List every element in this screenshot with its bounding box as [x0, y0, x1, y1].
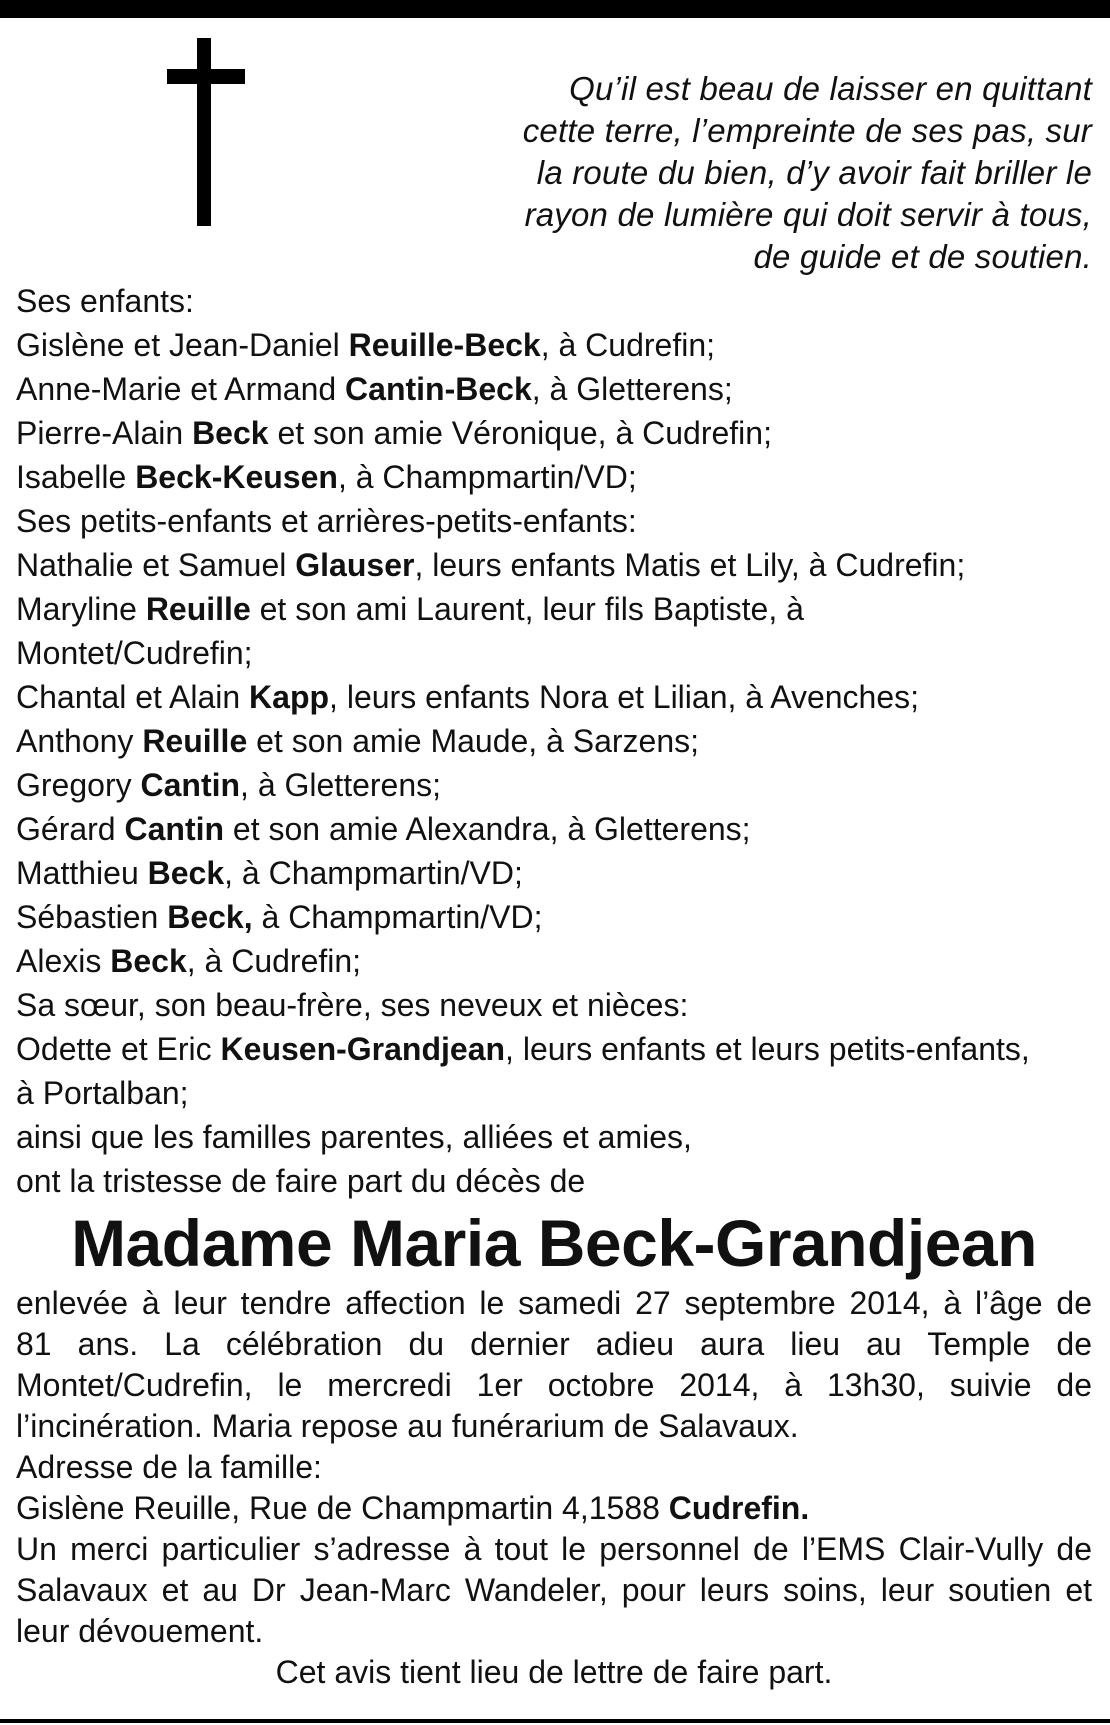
- surname: Beck: [110, 943, 187, 979]
- children-heading: Ses enfants:: [16, 283, 194, 319]
- details-line: 81 ans. La célébration du dernier adieu aura lieu au Temple de: [16, 1326, 1092, 1362]
- surname: Kapp: [249, 679, 330, 715]
- closing-line: ainsi que les familles parentes, alliées et amies,: [16, 1119, 692, 1155]
- memorial-quote: [452, 68, 1092, 278]
- surname: Beck,: [167, 899, 253, 935]
- address-heading: Adresse de la famille:: [16, 1449, 322, 1485]
- address-city: Cudrefin.: [668, 1490, 810, 1526]
- family-line: Anne-Marie et Armand Cantin-Beck, à Gletterens;: [16, 371, 733, 407]
- quote-line: la route du bien, d’y avoir fait briller le: [536, 154, 1092, 191]
- address-line: Gislène Reuille, Rue de Champmartin 4,1588 Cudrefin.: [16, 1490, 810, 1526]
- details-line: Montet/Cudrefin, le mercredi 1er octobre 2014, à 13h30, suivie de: [16, 1367, 1092, 1403]
- quote-line: de guide et de soutien.: [753, 238, 1092, 275]
- cross-vertical-bar: [197, 38, 211, 226]
- quote-line: cette terre, l’empreinte de ses pas, sur: [522, 112, 1092, 149]
- footer-note: [16, 1652, 1092, 1693]
- quote-line: rayon de lumière qui doit servir à tous,: [524, 196, 1092, 233]
- death-details: [16, 1283, 1092, 1447]
- family-line: Gérard Cantin et son amie Alexandra, à Gletterens;: [16, 811, 751, 847]
- family-line: Isabelle Beck-Keusen, à Champmartin/VD;: [16, 459, 637, 495]
- family-line: Nathalie et Samuel Glauser, leurs enfants Matis et Lily, à Cudrefin;: [16, 547, 966, 583]
- closing-line: ont la tristesse de faire part du décès de: [16, 1163, 586, 1199]
- family-line: Sébastien Beck, à Champmartin/VD;: [16, 899, 543, 935]
- thanks-line: leur dévouement.: [16, 1613, 264, 1649]
- thanks-line: Salavaux et au Dr Jean-Marc Wandeler, pour leurs soins, leur soutien et: [16, 1572, 1092, 1608]
- footer-text: Cet avis tient lieu de lettre de faire part.: [275, 1654, 833, 1690]
- surname: Beck-Keusen: [135, 459, 338, 495]
- family-address: [16, 1447, 1092, 1529]
- family-line: Matthieu Beck, à Champmartin/VD;: [16, 855, 523, 891]
- surname: Reuille: [142, 723, 248, 759]
- surname: Beck: [147, 855, 225, 891]
- grandchildren-heading: Ses petits-enfants et arrières-petits-enfants:: [16, 503, 637, 539]
- thanks-note: [16, 1529, 1092, 1652]
- family-line: Maryline Reuille et son ami Laurent, leur fils Baptiste, à: [16, 591, 804, 627]
- family-line: Alexis Beck, à Cudrefin;: [16, 943, 362, 979]
- surname: Cantin: [140, 767, 241, 803]
- family-line: Odette et Eric Keusen-Grandjean, leurs enfants et leurs petits-enfants,: [16, 1031, 1030, 1067]
- family-line: Chantal et Alain Kapp, leurs enfants Nora et Lilian, à Avenches;: [16, 679, 920, 715]
- details-line: enlevée à leur tendre affection le samedi 27 septembre 2014, à l’âge de: [16, 1285, 1092, 1321]
- top-border: [0, 0, 1110, 18]
- surname: Glauser: [295, 547, 415, 583]
- family-line: à Portalban;: [16, 1075, 189, 1111]
- quote-line: Qu’il est beau de laisser en quittant: [569, 70, 1092, 107]
- surname: Cantin-Beck: [345, 371, 532, 407]
- cross-horizontal-bar: [167, 69, 245, 84]
- family-line: Gislène et Jean-Daniel Reuille-Beck, à Cudrefin;: [16, 327, 716, 363]
- surname: Beck: [192, 415, 269, 451]
- family-line: Pierre-Alain Beck et son amie Véronique, à Cudrefin;: [16, 415, 772, 451]
- surname: Reuille-Beck: [348, 327, 541, 363]
- surname: Cantin: [124, 811, 225, 847]
- announcement-body: [16, 279, 1092, 1693]
- surname: Keusen-Grandjean: [220, 1031, 506, 1067]
- family-line: Gregory Cantin, à Gletterens;: [16, 767, 442, 803]
- deceased-name: Madame Maria Beck-Grandjean: [71, 1206, 1037, 1280]
- thanks-line: Un merci particulier s’adresse à tout le personnel de l’EMS Clair-Vully de: [16, 1531, 1092, 1567]
- family-line: Montet/Cudrefin;: [16, 635, 253, 671]
- details-line: l’incinération. Maria repose au funérarium de Salavaux.: [16, 1408, 799, 1444]
- family-line: Anthony Reuille et son amie Maude, à Sarzens;: [16, 723, 700, 759]
- siblings-heading: Sa sœur, son beau-frère, ses neveux et nièces:: [16, 987, 689, 1023]
- surname: Reuille: [145, 591, 251, 627]
- bottom-border: [0, 1719, 1110, 1723]
